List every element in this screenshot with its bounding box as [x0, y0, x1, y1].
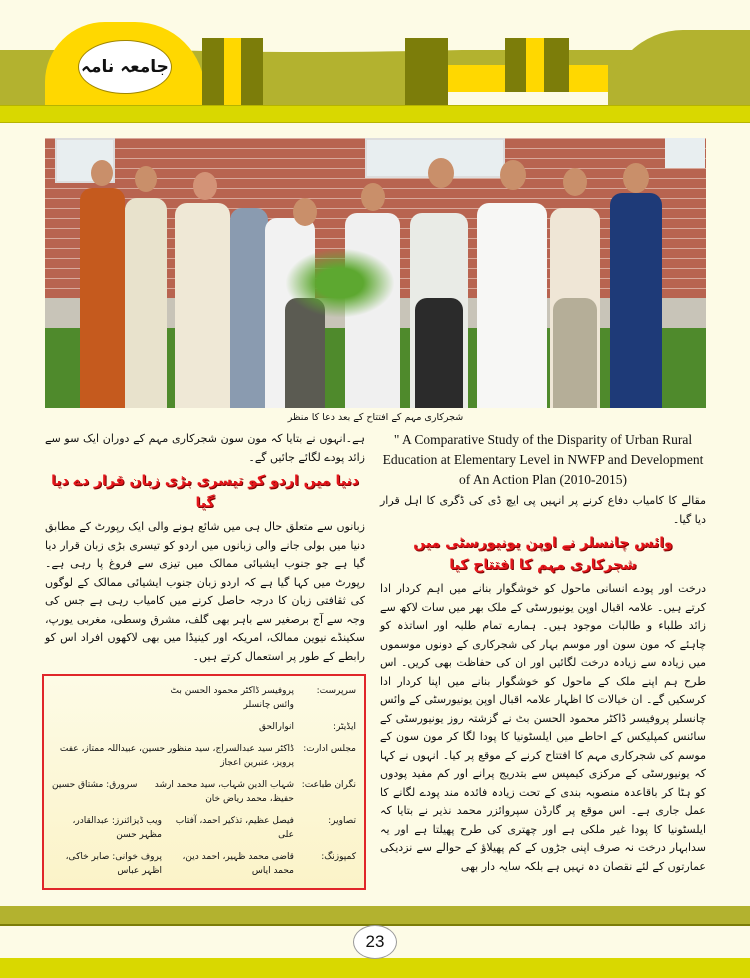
left-intro-text: ہے۔انہوں نے بتایا کہ مون سون شجرکاری مہم کے دوران ایک سو سے زائد پودے لگائے جائیں گے۔: [45, 432, 365, 464]
footer-bar: [0, 958, 750, 978]
masthead-row-patron: سرپرست: پروفیسر ڈاکٹر محمود الحسن بٹ وائس چانسلر: [170, 686, 356, 710]
urdu-language-heading: دنیا میں اردو کو تیسری بڑی زبان قرار دے دیا گیا: [51, 473, 359, 511]
plantation-article: درخت اور پودے انسانی ماحول کو خوشگوار بنانے میں اہم کردار ادا کرتے ہیں۔ علامہ اقبال اوپن یونیورسٹی کے ملک بھر میں سات لاکھ سے زائد طلباء و طالبات موجود ہیں۔ ہمارے تمام طلبہ اور اساتذہ کو چاہئے کہ مون سون اور موسم بہار کی شجرکاری کے دونوں موسموں میں زیادہ سے زیادہ درخت لگائیں اور ان کی حفاظت بھی کریں۔ اس طرح ہم اپنے ملک کے ماحول کو خوشگوار بنانے میں اپنا کردار ادا کرسکیں گے۔ ان خیالات کا اظہار علامہ اقبال اوپن یونیورسٹی کے وائس چانسلر پروفیسر ڈاکٹر محمود الحسن بٹ نے گزشتہ روز یونیورسٹی کے سائنس کمپلیکس کے احاطے میں ایلسٹونیا کا پودا لگا کر مون سون کے موسم کی شجرکاری مہم کا افتتاح کرنے کے موقع پر کیا۔ انہوں نے کہا کہ یونیورسٹی کے مرکزی کیمپس سے بتدریج پرانے اور کم مفید پودوں کو ہٹا کر باقاعدہ منصوبہ بندی کے تحت زیادہ فائدہ مند پودے لگانے کا عمل جاری ہے۔ اس موقع پر گارڈن سپروائزر محمد نذیر نے بتایا کہ ایلسٹونیا کا پودا غیر ملکی ہے اور چھتری کی طرح پھیلتا ہے اور یہ سدابہار درخت نہ صرف اپنی جڑوں کے کم پھیلاؤ کے حوالے سے نزدیکی عمارتوں کے لئے نقصان دہ نہیں ہے بلکہ سایہ دار بھی: [380, 582, 706, 873]
right-column: [380, 430, 706, 876]
plantation-heading: وائس چانسلر نے اوپن یونیورسٹی میں شجرکاری مہم کا افتتاح کیا: [413, 535, 673, 573]
logo-text: جامعہ نامہ: [81, 57, 169, 77]
header-banner: [0, 0, 750, 125]
degree-line: مقالے کا کامیاب دفاع کرنے پر انہیں پی ایچ ڈی کی ڈگری کا اہل قرار دیا گیا۔: [380, 494, 706, 526]
masthead-row-editor: ایڈیٹر: انوارالحق: [258, 722, 356, 732]
photo-caption: شجرکاری مہم کے افتتاح کے بعد دعا کا منظر: [287, 412, 464, 423]
masthead-row-printing: نگران طباعت: شہاب الدین شہاب، سید محمد ارشد حفیظ، محمد ریاض خان سرورق: مشتاق حسین: [52, 780, 356, 804]
urdu-language-article: زبانوں سے متعلق حال ہی میں شائع ہونے والی ایک رپورٹ کے مطابق دنیا میں بولی جانے والی زبانوں میں اردو کو تیسری بڑی زبان قرار دیا گیا ہے جو جنوب ایشیائی ممالک میں تیزی سے فروغ پا رہی ہے۔ رپورٹ میں کہا گیا ہے کہ اردو زبان جنوب ایشیائی ممالک کے لوگوں کی ثقافتی زبان کا درجہ حاصل کرنے میں کامیاب رہی ہے جس کی وجہ سے آج برصغیر سے باہر بھی گلف، مشرق وسطی، مغربی یورپ، سکینڈے نیوین ممالک، امریکہ اور کینیڈا میں بھی لاکھوں افراد اس کو رابطے کے طور پر استعمال کرتے ہیں۔: [45, 520, 365, 663]
page-number: 23: [365, 932, 385, 951]
logo: [78, 40, 172, 94]
page-number-badge: [353, 925, 397, 959]
masthead-box: [42, 674, 366, 890]
footer-band: [0, 906, 750, 926]
thesis-title: " A Comparative Study of the Disparity of Urban Rural Education at Elementary Level in NWFP and Development of An Action Plan (2010-2015): [382, 432, 704, 487]
masthead-row-board: مجلس ادارت: ڈاکٹر سید عبدالسراج، سید منظور حسین، عبیداللہ ممتاز، عفت پرویز، عنبرین اعجاز: [59, 744, 356, 768]
news-photo: [45, 138, 706, 408]
masthead-row-photos: تصاویر: فیصل عظیم، تذکیر احمد، آفتاب علی ویب ڈیزائنرز: عبدالقادر، مظہر حسن: [72, 816, 356, 840]
masthead-row-composing: کمپوزنگ: قاضی محمد ظہیر، احمد دین، محمد ایاس پروف خوانی: صابر خاکی، اظہر عباس: [65, 852, 356, 876]
left-column: [45, 430, 365, 890]
